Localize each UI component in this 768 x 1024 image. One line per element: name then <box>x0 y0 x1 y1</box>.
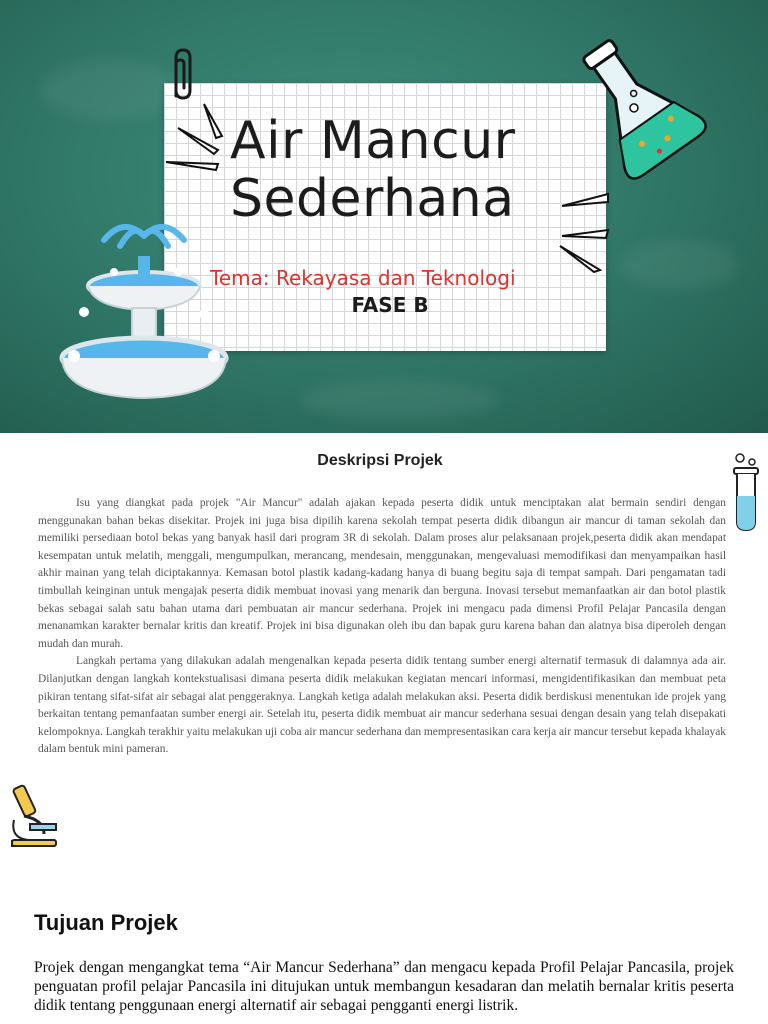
description-paragraph: Isu yang diangkat pada projek "Air Mancur" adalah ajakan kepada peserta didik untuk menciptakan alat bermain sendiri dengan menggunakan bahan bekas disekitar. Projek ini juga bisa dipilih karena sekolah tempat peserta didik dibangun air mancur di taman sekolah dan memiliki persediaan botol bekas yang banyak hasil dari program 3R di sekolah. Dalam proses alur pelaksanaan projek,peserta didik akan mendapat kesempatan untuk melatih, menggali, mengumpulkan, merancang, mendesain, menggunakan, mengevaluasi memodifikasi dan menyampaikan hasil akhir mainan yang telah diciptakannya. Kemasan botol plastik kadang-kadang hanya di buang begitu saja di tempat sampah. Dari pengamatan tadi timbullah keinginan untuk mengajak peserta didik membuat inovasi yang menarik dan berguna. Inovasi tersebut memanfaatkan air dan botol plastik bekas sebagai salah satu bahan utama dari pembuatan air mancur sederhana. Projek ini mengacu pada dimensi Profil Pelajar Pancasila dengan menanamkan karakter bernalar kritis dan kreatif. Projek ini bisa digunakan oleh ibu dan bapak guru karena bahan dan alatnya bisa diperoleh dengan mudah dan murah. <box>38 497 726 650</box>
microscope-icon <box>4 780 64 850</box>
cover-phase: FASE B <box>351 293 429 317</box>
description-body <box>38 495 726 759</box>
cover-banner <box>0 0 768 433</box>
cover-title-line1: Air Mancur <box>230 111 516 171</box>
description-paragraph: Langkah pertama yang dilakukan adalah mengenalkan kepada peserta didik tentang sumber energi alternatif termasuk di dalamnya ada air. Dilanjutkan dengan langkah kontekstualisasi dimana peserta didik melakukan kegiatan mencari informasi, mengidentifikasikan dan membuat peta pikiran tentang sifat-sifat air sebagai alat penggeraknya. Langkah ketiga adalah melakukan aksi. Peserta didik berdiskusi menentukan ide projek yang berkaitan tentang pemanfaatan sumber energi air. Setelah itu, peserta didik membuat air mancur sederhana sesuai dengan desain yang telah disepakati kelompoknya. Langkah terakhir yaitu melakukan uji coba air mancur sederhana dan mempresentasikan cara kerja air mancur tersebut kepada khalayak dalam bentuk mini pameran. <box>38 655 726 756</box>
description-heading: Deskripsi Projek <box>317 452 443 469</box>
cover-theme: Tema: Rekayasa dan Teknologi <box>210 266 516 290</box>
chalk-smudge <box>300 380 500 420</box>
fountain-illustration <box>54 216 234 416</box>
chalk-smudge <box>620 240 740 290</box>
paperclip-icon <box>164 44 200 104</box>
flask-icon <box>564 32 710 182</box>
cover-title-line2: Sederhana <box>230 169 515 229</box>
goal-text: Projek dengan mengangkat tema “Air Mancur Sederhana” dan mengacu kepada Profil Pelajar Pancasila, projek penguatan profil pelajar Pancasila ini ditujukan untuk membangun kesadaran dan melatih bernalar kritis peserta didik tentang penggunaan energi alternatif air sebagai pengganti energi listrik. <box>34 959 734 1014</box>
burst-lines-icon <box>160 98 230 178</box>
chalk-smudge <box>40 60 180 120</box>
cover-title <box>230 112 570 228</box>
goal-heading: Tujuan Projek <box>34 910 178 935</box>
